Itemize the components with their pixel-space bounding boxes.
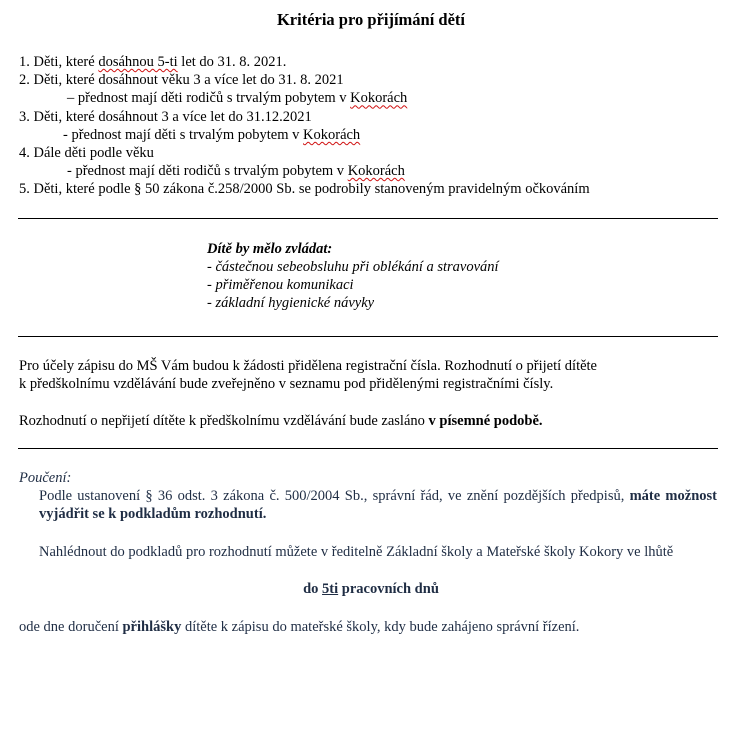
criterion-5: 5. Děti, které podle § 50 zákona č.258/2000 Sb. se podrobily stanoveným pravidelným očkováním — [19, 181, 590, 198]
pouceni-paragraph-1-emphasis: máte možnost vyjádřit se k podkladům rozhodnutí. — [39, 488, 717, 522]
deadline-line — [0, 580, 742, 598]
skills-section — [207, 240, 499, 312]
criterion-1-text: 1. Děti, které — [19, 54, 99, 70]
skills-item: - základní hygienické návyky — [207, 295, 375, 311]
criterion-1 — [19, 53, 719, 71]
pouceni-paragraph-2: Nahlédnout do podkladů pro rozhodnutí můžete v ředitelně Základní školy a Mateřské školy Kokory ve lhůtě — [39, 544, 674, 560]
page-title: Kritéria pro přijímání dětí — [276, 10, 466, 29]
criterion-4: 4. Dále děti podle věku — [19, 144, 154, 161]
criterion-2-note-text: – přednost mají děti rodičů s trvalým pobytem v — [67, 90, 351, 107]
criterion-2-note-place: Kokorách — [350, 90, 408, 107]
registration-line-1: Pro účely zápisu do MŠ Vám budou k žádosti přidělena registrační čísla. Rozhodnutí o přijetí dítěte — [19, 358, 597, 374]
registration-line-2: k předškolnímu vzdělávání bude zveřejněno v seznamu pod přidělenými registračními čísly. — [19, 376, 554, 392]
criteria-list — [19, 53, 719, 199]
delivery-prefix: ode dne doručení — [19, 619, 123, 635]
pouceni-paragraph-1 — [39, 487, 717, 523]
deadline-suffix: pracovních dnů — [338, 581, 439, 597]
divider-2 — [18, 336, 718, 337]
divider-3 — [18, 448, 718, 449]
deadline-days: 5ti — [322, 581, 339, 597]
delivery-line — [19, 618, 719, 636]
registration-paragraph — [19, 357, 719, 393]
criterion-4-note-place: Kokorách — [347, 163, 405, 180]
criterion-3-note — [19, 126, 719, 144]
pouceni-paragraph-1-text: Podle ustanovení § 36 odst. 3 zákona č. 500/2004 Sb., správní řád, ve znění pozdějších předpisů, — [39, 488, 630, 504]
criterion-3-note-text: - přednost mají děti s trvalým pobytem v — [63, 126, 304, 143]
delivery-emphasis: přihlášky — [122, 619, 182, 635]
divider-1 — [18, 218, 718, 219]
criterion-2: 2. Děti, které dosáhnout věku 3 a více let do 31. 8. 2021 — [19, 72, 344, 89]
criterion-4-note — [19, 162, 719, 180]
deadline-prefix: do — [303, 581, 323, 597]
skills-heading: Dítě by mělo zvládat: — [207, 241, 333, 257]
criterion-2-note — [19, 89, 719, 107]
criterion-3: 3. Děti, které dosáhnout 3 a více let do 31.12.2021 — [19, 108, 312, 125]
rejection-emphasis: v písemné podobě. — [428, 413, 543, 429]
pouceni-label: Poučení: — [19, 470, 72, 486]
skills-item: - částečnou sebeobsluhu při oblékání a stravování — [207, 259, 499, 275]
criterion-1-date: let do 31. 8. 2021. — [177, 54, 287, 70]
criterion-4-note-text: - přednost mají děti rodičů s trvalým pobytem v — [67, 163, 348, 180]
skills-item: - přiměřenou komunikaci — [207, 277, 354, 293]
criterion-3-note-place: Kokorách — [303, 126, 361, 143]
rejection-text: Rozhodnutí o nepřijetí dítěte k předškolnímu vzdělávání bude zasláno — [19, 413, 429, 429]
rejection-paragraph — [19, 412, 719, 430]
delivery-suffix: dítěte k zápisu do mateřské školy, kdy bude zahájeno správní řízení. — [181, 619, 580, 635]
criterion-1-age: dosáhnou 5-ti — [98, 54, 178, 70]
